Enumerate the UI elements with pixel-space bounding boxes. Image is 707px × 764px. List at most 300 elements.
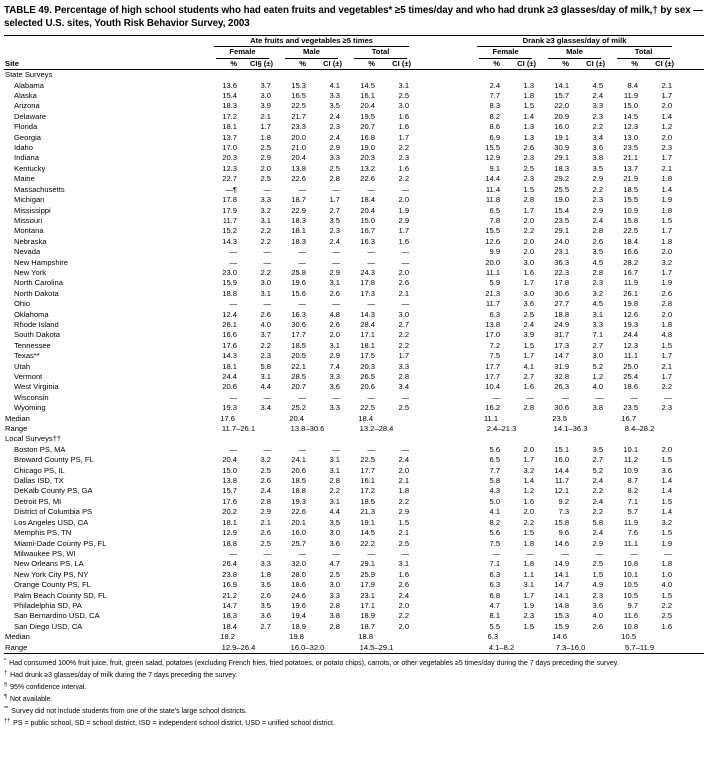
- value-cell: 17.6: [222, 496, 237, 506]
- value-cell: 2.6: [329, 288, 340, 298]
- value-cell: 1.7: [661, 267, 673, 277]
- column-gap: [415, 393, 471, 403]
- value-cell: 4.0: [592, 611, 604, 621]
- value-cell: 18.1: [222, 517, 237, 527]
- value-cell: 4.8: [661, 330, 673, 340]
- value-cell: 3.7: [260, 330, 271, 340]
- value-cell: 2.0: [329, 330, 340, 340]
- value-cell: —: [401, 548, 410, 558]
- value-cell: 6.3: [489, 569, 501, 579]
- range-value: 4.1–8.2: [488, 642, 515, 652]
- median-row: [4, 632, 704, 642]
- column-gap: [415, 539, 471, 549]
- table-row: [4, 559, 704, 569]
- value-cell: —: [263, 257, 271, 267]
- value-cell: 18.8: [291, 486, 306, 496]
- value-cell: 9.9: [489, 247, 501, 257]
- value-cell: 7.5: [489, 351, 501, 361]
- value-cell: —: [630, 392, 639, 402]
- footnote: [4, 717, 704, 729]
- footnote-text: Survey did not include students from one of the state’s large school districts.: [9, 707, 247, 715]
- table-row: [4, 81, 704, 91]
- value-cell: —: [367, 299, 375, 309]
- value-cell: 2.4: [592, 91, 604, 101]
- value-cell: 22.5: [360, 455, 375, 465]
- sex-header-row: [4, 47, 704, 58]
- value-cell: 2.0: [523, 507, 535, 517]
- value-cell: 2.6: [398, 580, 410, 590]
- value-cell: 3.9: [260, 101, 271, 111]
- table-row: [4, 258, 704, 268]
- value-cell: 4.3: [489, 486, 501, 496]
- group-header-milk: [471, 36, 678, 48]
- site-cell: Georgia: [14, 132, 42, 142]
- value-cell: 11.1: [485, 267, 501, 277]
- column-gap: [415, 466, 471, 476]
- value-cell: 17.2: [222, 111, 237, 121]
- table-row: [4, 164, 704, 174]
- value-cell: 1.4: [523, 476, 535, 486]
- value-cell: 19.3: [623, 319, 639, 329]
- value-cell: 2.5: [260, 538, 271, 548]
- table-row: [4, 403, 704, 413]
- value-cell: 5.0: [489, 496, 501, 506]
- value-cell: 9.6: [558, 528, 570, 538]
- table-row: [4, 549, 704, 559]
- value-cell: 26.5: [360, 372, 375, 381]
- value-cell: 3.7: [260, 80, 271, 90]
- value-cell: 15.8: [554, 517, 570, 527]
- value-cell: —: [263, 392, 271, 402]
- value-cell: 1.5: [661, 215, 673, 225]
- value-cell: 4.1: [523, 361, 535, 371]
- value-cell: 18.4: [360, 195, 375, 205]
- value-cell: 10.9: [623, 465, 639, 475]
- value-cell: —: [401, 247, 410, 257]
- column-gap: [415, 528, 471, 538]
- table-row: [4, 112, 704, 122]
- site-header: Site: [4, 59, 208, 70]
- value-cell: 17.5: [360, 351, 375, 361]
- value-cell: 3.5: [592, 247, 604, 257]
- value-cell: 2.3: [592, 111, 604, 121]
- value-cell: 16.0: [291, 528, 306, 538]
- value-cell: 12.1: [554, 486, 570, 496]
- value-cell: 2.3: [592, 590, 604, 600]
- value-cell: 7.7: [489, 465, 501, 475]
- value-cell: 20.3: [360, 153, 375, 163]
- site-cell: Nebraska: [14, 236, 47, 246]
- value-cell: 21.9: [623, 174, 639, 184]
- ci-header: CI§ (±): [241, 59, 277, 70]
- value-cell: 1.9: [661, 538, 673, 548]
- value-cell: 2.1: [260, 517, 271, 527]
- value-cell: —: [229, 257, 237, 267]
- site-cell: DeKalb County PS, GA: [14, 486, 93, 496]
- value-cell: 20.1: [291, 517, 306, 527]
- value-cell: 3.2: [592, 288, 604, 298]
- site-cell: Nevada: [14, 247, 41, 257]
- range-value: 5.7–11.9: [625, 642, 655, 652]
- value-cell: 3.5: [329, 215, 340, 225]
- value-cell: 23.5: [554, 215, 570, 225]
- value-cell: 2.4: [398, 455, 410, 465]
- value-cell: 5.5: [489, 621, 501, 631]
- value-cell: 11.9: [623, 91, 639, 101]
- site-cell: Tennessee: [14, 340, 51, 350]
- value-cell: 16.9: [222, 580, 237, 590]
- value-cell: 25.0: [623, 361, 639, 371]
- value-cell: 2.2: [592, 486, 604, 496]
- value-cell: 23.5: [623, 143, 639, 153]
- value-cell: 2.4: [523, 319, 535, 329]
- value-cell: 22.2: [360, 538, 375, 548]
- value-cell: 18.5: [360, 496, 375, 506]
- male-label: Male: [548, 47, 601, 58]
- value-cell: 17.7: [291, 330, 306, 340]
- value-cell: 16.1: [360, 91, 375, 101]
- site-cell: Rhode Island: [14, 319, 59, 329]
- value-cell: —: [298, 392, 306, 402]
- value-cell: 2.9: [260, 507, 271, 517]
- column-gap: [415, 226, 471, 236]
- table-row: [4, 341, 704, 351]
- value-cell: 20.3: [360, 361, 375, 371]
- value-cell: 5.2: [592, 361, 604, 371]
- value-cell: 10.5: [623, 580, 639, 590]
- value-cell: 1.6: [523, 382, 535, 392]
- median-row: [4, 414, 704, 424]
- value-cell: 1.5: [523, 340, 535, 350]
- value-cell: 1.8: [661, 174, 673, 184]
- value-cell: —: [263, 299, 271, 309]
- value-cell: 7.8: [489, 215, 501, 225]
- value-cell: 16.6: [222, 330, 237, 340]
- value-cell: 11.9: [623, 517, 639, 527]
- value-cell: —: [229, 548, 237, 558]
- value-cell: 11.6: [623, 611, 639, 621]
- value-cell: 7.4: [329, 361, 340, 371]
- value-cell: 3.5: [260, 600, 271, 610]
- value-cell: 1.8: [661, 236, 673, 246]
- value-cell: 4.1: [489, 507, 501, 517]
- median-value: 16.7: [621, 413, 637, 423]
- site-cell: New York City PS, NY: [14, 569, 89, 579]
- value-cell: 1.5: [661, 528, 673, 538]
- value-cell: 4.8: [329, 309, 340, 319]
- footnote-marker: **: [4, 705, 9, 712]
- value-cell: 2.6: [329, 319, 340, 329]
- value-cell: 4.0: [260, 319, 271, 329]
- value-cell: 16.0: [554, 122, 570, 132]
- value-cell: 9.7: [627, 600, 639, 610]
- median-value: 11.1: [483, 413, 499, 423]
- value-cell: 20.0: [291, 132, 306, 142]
- column-gap: [415, 445, 471, 455]
- value-cell: 24.4: [222, 372, 237, 381]
- value-cell: 2.9: [329, 143, 340, 153]
- male-header-fruits: [277, 47, 346, 58]
- value-cell: 16.0: [554, 455, 570, 465]
- value-cell: 30.6: [291, 319, 306, 329]
- value-cell: 1.4: [661, 184, 673, 194]
- value-cell: —: [595, 548, 604, 558]
- total-label: Total: [617, 47, 670, 58]
- site-cell: Orange County PS, FL: [14, 580, 91, 590]
- value-cell: 25.5: [554, 184, 570, 194]
- female-header-milk: [471, 47, 540, 58]
- table-row: [4, 320, 704, 330]
- table-row: [4, 278, 704, 288]
- value-cell: 4.0: [592, 382, 604, 392]
- male-label: Male: [285, 47, 338, 58]
- value-cell: 2.8: [329, 476, 340, 486]
- value-cell: 2.7: [329, 205, 340, 215]
- value-cell: 2.4: [592, 528, 604, 538]
- site-cell: San Bernardino USD, CA: [14, 611, 100, 621]
- site-cell: New Orleans PS, LA: [14, 559, 84, 569]
- value-cell: 28.2: [623, 257, 639, 267]
- value-cell: 3.0: [592, 351, 604, 361]
- value-cell: 15.9: [554, 621, 570, 631]
- value-cell: 2.5: [523, 163, 535, 173]
- column-gap: [415, 299, 471, 309]
- value-cell: 2.0: [661, 132, 673, 142]
- value-cell: 18.8: [554, 309, 570, 319]
- value-cell: 3.1: [592, 309, 604, 319]
- value-cell: 2.4: [260, 486, 271, 496]
- column-gap: [415, 237, 471, 247]
- value-cell: —: [229, 392, 237, 402]
- value-cell: 1.7: [523, 590, 535, 600]
- value-cell: 3.5: [329, 517, 340, 527]
- value-cell: 20.7: [360, 122, 375, 132]
- value-cell: 4.1: [329, 80, 340, 90]
- value-cell: 3.9: [523, 330, 535, 340]
- value-cell: 3.4: [592, 132, 604, 142]
- value-cell: 3.5: [260, 580, 271, 590]
- value-cell: 2.0: [398, 267, 410, 277]
- value-cell: 7.1: [627, 496, 639, 506]
- value-cell: 1.9: [523, 600, 535, 610]
- column-gap: [415, 195, 471, 205]
- value-cell: —: [298, 184, 306, 194]
- value-cell: 3.3: [260, 559, 271, 569]
- site-cell: Wisconsin: [14, 392, 49, 402]
- value-cell: 20.2: [222, 507, 237, 517]
- value-cell: 2.1: [398, 288, 410, 298]
- value-cell: 4.5: [592, 80, 604, 90]
- site-cell: North Carolina: [14, 278, 63, 288]
- value-cell: 1.5: [523, 101, 535, 111]
- value-cell: 3.2: [260, 455, 271, 465]
- value-cell: 2.2: [661, 600, 673, 610]
- value-cell: 2.2: [260, 267, 271, 277]
- value-cell: 2.6: [260, 476, 271, 486]
- value-cell: 1.5: [661, 496, 673, 506]
- value-cell: 2.3: [523, 611, 535, 621]
- value-cell: 13.2: [360, 163, 375, 173]
- value-cell: —: [263, 444, 271, 454]
- column-gap: [415, 81, 471, 91]
- value-cell: 3.2: [661, 517, 673, 527]
- column-gap: [415, 164, 471, 174]
- column-gap: [415, 414, 471, 424]
- value-cell: 1.2: [592, 372, 604, 381]
- site-cell: Los Angeles USD, CA: [14, 517, 89, 527]
- value-cell: 1.7: [661, 226, 673, 236]
- range-value: 13.8–30.6: [290, 424, 325, 434]
- value-cell: 15.3: [291, 80, 306, 90]
- median-value: 10.5: [621, 632, 637, 642]
- value-cell: 19.0: [360, 143, 375, 153]
- value-cell: 19.3: [291, 496, 306, 506]
- value-cell: 12.3: [222, 163, 237, 173]
- value-cell: 11.8: [485, 195, 501, 205]
- value-cell: 25.2: [291, 403, 306, 413]
- median-value: 18.4: [358, 413, 374, 423]
- value-cell: 22.0: [554, 101, 570, 111]
- table-row: [4, 507, 704, 517]
- value-cell: 18.7: [360, 621, 375, 631]
- value-cell: 2.7: [398, 319, 410, 329]
- column-gap: [415, 403, 471, 413]
- value-cell: 2.0: [523, 236, 535, 246]
- value-cell: 2.6: [398, 278, 410, 288]
- value-cell: 6.9: [489, 132, 501, 142]
- value-cell: 2.2: [260, 340, 271, 350]
- value-cell: 2.1: [661, 163, 673, 173]
- value-cell: 13.6: [222, 80, 237, 90]
- value-cell: 15.5: [623, 195, 639, 205]
- value-cell: —: [561, 548, 570, 558]
- value-cell: 1.5: [661, 340, 673, 350]
- value-cell: 12.9: [485, 153, 501, 163]
- value-cell: 2.2: [398, 340, 410, 350]
- value-cell: 30.9: [554, 143, 570, 153]
- value-cell: —: [298, 299, 306, 309]
- table-row: [4, 466, 704, 476]
- value-cell: 15.6: [291, 288, 306, 298]
- value-cell: 3.4: [398, 382, 410, 392]
- column-gap: [415, 611, 471, 621]
- footnote-text: 95% confidence interval.: [8, 683, 87, 691]
- value-cell: 1.7: [661, 351, 673, 361]
- column-gap: [415, 320, 471, 330]
- value-cell: 2.9: [592, 205, 604, 215]
- value-cell: 25.4: [623, 372, 639, 381]
- value-cell: —: [664, 548, 673, 558]
- table-row: [4, 518, 704, 528]
- value-cell: 17.9: [222, 205, 237, 215]
- value-cell: 24.3: [360, 267, 375, 277]
- section-label: Local Surveys††: [5, 434, 62, 444]
- column-gap: [415, 382, 471, 392]
- value-cell: 30.6: [554, 403, 570, 413]
- value-cell: —: [367, 247, 375, 257]
- value-cell: 11.1: [623, 351, 639, 361]
- value-cell: —: [367, 184, 375, 194]
- value-cell: 5.8: [260, 361, 271, 371]
- value-cell: 2.9: [329, 267, 340, 277]
- value-cell: 1.9: [398, 205, 410, 215]
- value-cell: —: [332, 444, 340, 454]
- value-cell: 2.4: [329, 236, 340, 246]
- median-value: 17.6: [220, 413, 235, 423]
- value-cell: 25.7: [291, 538, 306, 548]
- value-cell: 1.7: [523, 455, 535, 465]
- value-cell: 14.5: [360, 80, 375, 90]
- value-cell: 3.5: [592, 444, 604, 454]
- value-cell: 14.7: [554, 351, 570, 361]
- value-cell: 3.3: [398, 361, 410, 371]
- footnote: [4, 693, 704, 705]
- value-cell: —: [664, 392, 673, 402]
- pct-header: %: [471, 59, 504, 70]
- value-cell: 3.6: [592, 143, 604, 153]
- footnote: [4, 669, 704, 681]
- footnote: [4, 681, 704, 693]
- value-cell: —: [526, 548, 535, 558]
- value-cell: 2.4: [329, 132, 340, 142]
- column-gap: [415, 122, 471, 132]
- ci-header: CI (±): [504, 59, 540, 70]
- column-gap: [415, 601, 471, 611]
- value-cell: 18.5: [623, 184, 639, 194]
- value-cell: 3.1: [329, 455, 340, 465]
- value-cell: 21.7: [291, 111, 306, 121]
- value-cell: 16.3: [360, 236, 375, 246]
- value-cell: 20.3: [222, 153, 237, 163]
- value-cell: 2.0: [523, 444, 535, 454]
- median-value: 14.6: [552, 632, 568, 642]
- column-gap: [415, 289, 471, 299]
- range-value: 14.1–36.3: [553, 424, 588, 434]
- value-cell: 23.1: [554, 247, 570, 257]
- value-cell: 1.5: [661, 590, 673, 600]
- value-cell: 28.4: [360, 319, 375, 329]
- value-cell: 20.7: [291, 382, 306, 392]
- footnote: [4, 705, 704, 717]
- value-cell: 8.2: [489, 111, 501, 121]
- value-cell: 20.0: [485, 257, 501, 267]
- range-row: [4, 424, 704, 434]
- value-cell: 19.0: [554, 195, 570, 205]
- value-cell: 18.6: [291, 580, 306, 590]
- column-gap: [415, 372, 471, 382]
- value-cell: 1.5: [398, 517, 410, 527]
- value-cell: 1.7: [661, 91, 673, 101]
- footnote-text: PS = public school, SD = school district, ISD = independent school district, USD = unified school district.: [11, 719, 335, 727]
- table-row: [4, 153, 704, 163]
- value-cell: 2.0: [260, 163, 271, 173]
- value-cell: 3.1: [260, 372, 271, 381]
- value-cell: 2.9: [592, 174, 604, 184]
- value-cell: 14.5: [623, 111, 639, 121]
- value-cell: 2.7: [592, 340, 604, 350]
- table-row: [4, 206, 704, 216]
- female-header-fruits: [208, 47, 277, 58]
- value-cell: 24.6: [291, 590, 306, 600]
- value-cell: 1.6: [398, 111, 410, 121]
- value-cell: 2.5: [523, 309, 535, 319]
- value-cell: 3.0: [329, 580, 340, 590]
- ci-header: CI (±): [642, 59, 678, 70]
- value-cell: 21.3: [485, 288, 501, 298]
- table-row: [4, 143, 704, 153]
- value-cell: 1.3: [523, 122, 535, 132]
- value-cell: 1.6: [523, 496, 535, 506]
